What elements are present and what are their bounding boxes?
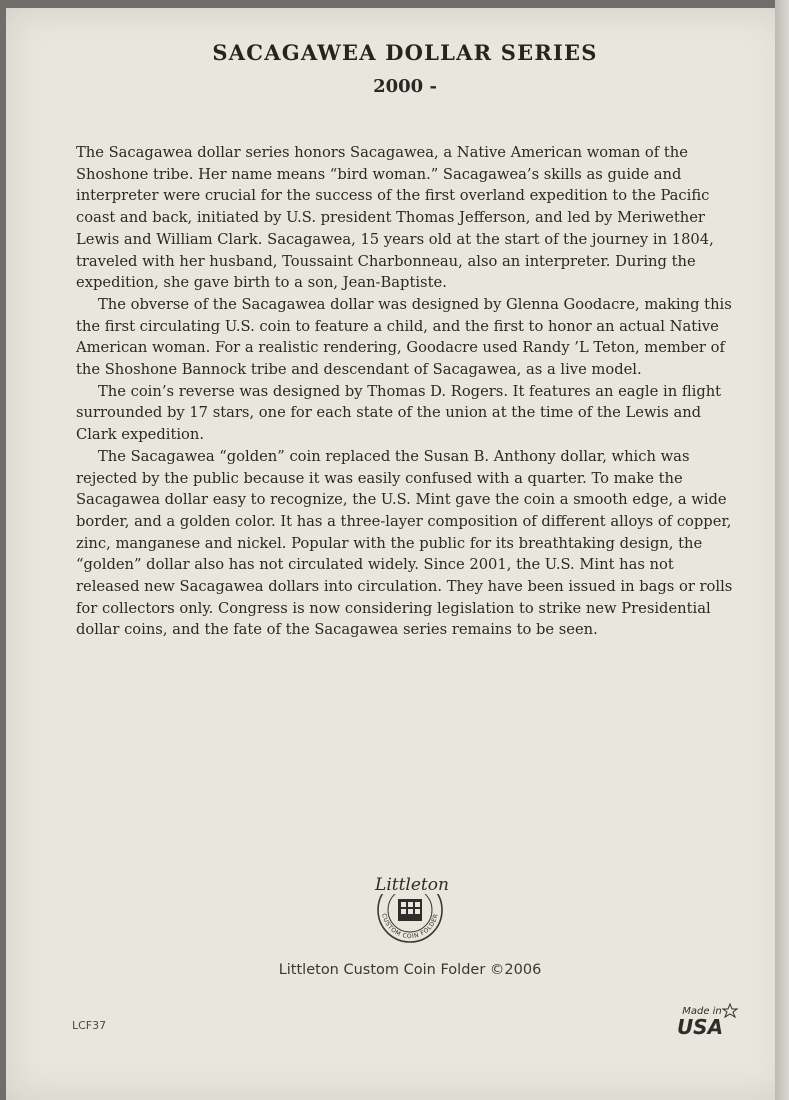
made-in-usa-mark [672,998,742,1042]
littleton-logo [364,866,456,948]
product-code: LCF37 [72,1019,107,1032]
made-in-country: USA [676,1015,724,1039]
made-in-label: Made in [682,1006,722,1017]
paragraph: The Sacagawea dollar series honors Sacagawea, a Native American woman of the Shoshone tribe. Her name means “bird woman.” Sacagawea’s skills as guide and interpreter were crucial for the success of the first overland expedition to the Pacific coast and back, initiated by U.S. president Thomas Jefferson, and led by Meriwether Lewis and William Clark. Sacagawea, 15 years old at the start of the journey in 1804, traveled with her husband, Toussaint Charbonneau, also an interpreter. During the expedition, she gave birth to a son, Jean-Baptiste. [76,144,714,292]
series-year: 2000 - [373,76,437,97]
star-icon [723,1004,737,1017]
folder-edge [775,0,789,1100]
paragraph: The obverse of the Sacagawea dollar was designed by Glenna Goodacre, making this the first circulating U.S. coin to feature a child, and the first to honor an actual Native American woman. For a realistic rendering, Goodacre used Randy ’L Teton, member of the Shoshone Bannock tribe and descendant of Sacagawea, as a live model. [76,295,732,379]
body-text [76,142,736,641]
page-title: SACAGAWEA DOLLAR SERIES [212,40,598,65]
copyright-text: Littleton Custom Coin Folder ©2006 [278,962,542,978]
paragraph: The Sacagawea “golden” coin replaced the Susan B. Anthony dollar, which was rejected by the public because it was easily confused with a quarter. To make the Sacagawea dollar easy to recognize, the U.S. Mint gave the coin a smooth edge, a wide border, and a golden color. It has a three-layer composition of different alloys of copper, zinc, manganese and nickel. Popular with the public for its breathtaking design, the “golden” dollar also has not circulated widely. Since 2001, the U.S. Mint has not released new Sacagawea dollars into circulation. They have been issued in bags or rolls for collectors only. Congress is now considering legislation to strike new Presidential dollar coins, and the fate of the Sacagawea series remains to be seen. [76,447,733,639]
logo-script-text: Littleton [375,875,449,895]
paragraph: The coin’s reverse was designed by Thomas D. Rogers. It features an eagle in flight surrounded by 17 stars, one for each state of the union at the time of the Lewis and Clark expedition. [76,382,722,444]
logo-ring-text: CUSTOM COIN FOLDER [380,912,440,941]
